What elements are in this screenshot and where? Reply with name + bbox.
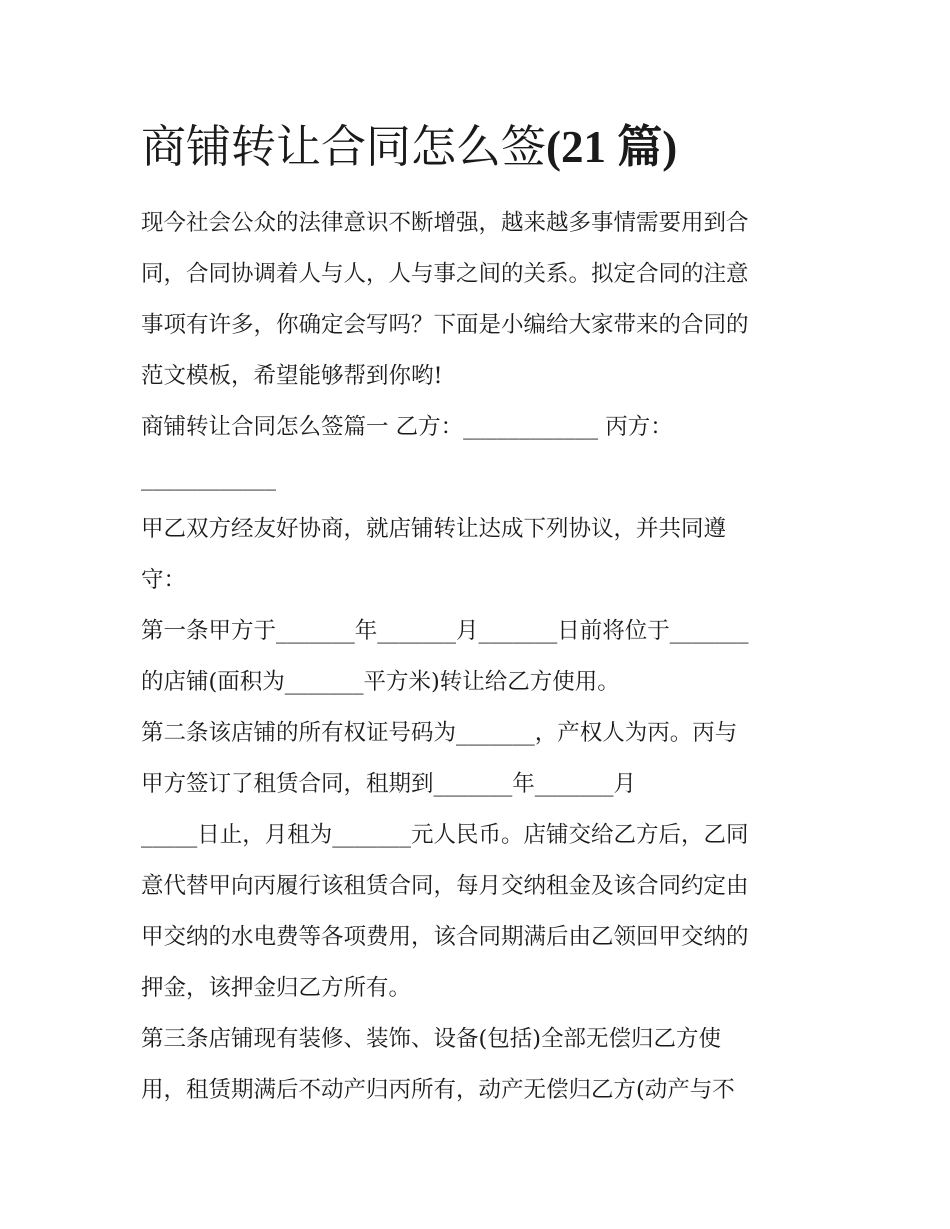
text-line: 范文模板，希望能够帮到你哟! <box>141 363 443 389</box>
title-count: (21 篇) <box>546 122 678 172</box>
text-line: 第三条店铺现有装修、装饰、设备(包括)全部无偿归乙方使 <box>141 1026 722 1052</box>
text-line: 商铺转让合同怎么签篇一 乙方：____________ 丙方： <box>141 414 673 440</box>
paragraph-article-2 <box>141 708 821 1014</box>
text-line: 甲交纳的水电费等各项费用，该合同期满后由乙领回甲交纳的 <box>141 924 749 950</box>
text-line: ____________ <box>141 465 276 491</box>
text-line: 守： <box>141 567 187 593</box>
text-line: 事项有许多，你确定会写吗？下面是小编给大家带来的合同的 <box>141 312 749 338</box>
text-line: 现今社会公众的法律意识不断增强，越来越多事情需要用到合 <box>141 210 749 236</box>
text-line: 用，租赁期满后不动产归丙所有，动产无偿归乙方(动产与不 <box>141 1077 735 1103</box>
document-body <box>141 198 821 1116</box>
paragraph-intro <box>141 198 821 402</box>
text-line: 甲乙双方经友好协商，就店铺转让达成下列协议，并共同遵 <box>141 516 727 542</box>
text-line: 同，合同协调着人与人，人与事之间的关系。拟定合同的注意 <box>141 261 749 287</box>
document-title <box>141 116 841 178</box>
text-line: _____日止，月租为_______元人民币。店铺交给乙方后，乙同 <box>141 822 749 848</box>
paragraph-article-3 <box>141 1014 821 1116</box>
text-line: 甲方签订了租赁合同，租期到_______年_______月 <box>141 771 637 797</box>
text-line: 意代替甲向丙履行该租赁合同，每月交纳租金及该合同约定由 <box>141 873 749 899</box>
text-line: 第二条该店铺的所有权证号码为_______，产权人为丙。丙与 <box>141 720 738 746</box>
text-line: 的店铺(面积为_______平方米)转让给乙方使用。 <box>141 669 620 695</box>
text-line: 第一条甲方于_______年_______月_______日前将位于_______ <box>141 618 749 644</box>
paragraph-article-1 <box>141 606 821 708</box>
paragraph-agreement <box>141 504 821 606</box>
title-main: 商铺转让合同怎么签 <box>141 120 547 173</box>
paragraph-parties <box>141 402 821 504</box>
text-line: 押金，该押金归乙方所有。 <box>141 975 412 1001</box>
